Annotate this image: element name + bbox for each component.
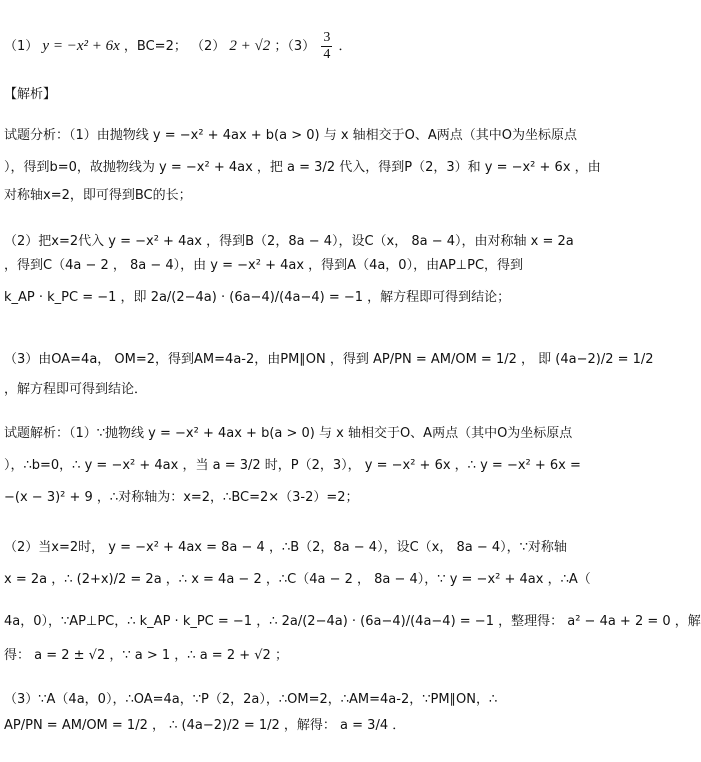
answer-part3-label: ；（3） bbox=[274, 39, 316, 54]
solution-line-4: （2）当x=2时， y = −x² + 4ax = 8a − 4 ，∴B（2，8a − 4），设C（x， 8a − 4），∵对称轴 bbox=[4, 540, 567, 555]
answer-end: ． bbox=[338, 39, 352, 54]
analysis-heading: 【解析】 bbox=[4, 87, 57, 102]
solution-line-5: x = 2a ，∴ (2+x)/2 = 2a ，∴ x = 4a − 2 ，∴C（4a − 2 ， 8a − 4），∵ y = −x² + 4ax ，∴A（ bbox=[4, 572, 591, 587]
fraction-numerator: 3 bbox=[323, 30, 331, 45]
answer-bc-value: ，BC=2； bbox=[123, 39, 187, 54]
answer-part1-equation: y = −x² + 6x bbox=[42, 38, 120, 54]
solution-line-2: ），∴b=0，∴ y = −x² + 4ax ，当 a = 3/2 时，P（2，3）， y = −x² + 6x ，∴ y = −x² + 6x = bbox=[4, 458, 581, 473]
solution-line-6: 4a，0），∵AP⊥PC，∴ k_AP · k_PC = −1 ，∴ 2a/(2−4a) · (6a−4)/(4a−4) = −1 ，整理得： a² − 4a + 2 = 0 ，解 bbox=[4, 614, 701, 629]
analysis-line-4: （2）把x=2代入 y = −x² + 4ax ，得到B（2，8a − 4），设C（x， 8a − 4），由对称轴 x = 2a bbox=[4, 234, 574, 249]
analysis-line-8: ，解方程即可得到结论． bbox=[4, 382, 148, 397]
solution-line-9: AP/PN = AM/OM = 1/2 ， ∴ (4a−2)/2 = 1/2 ，解得： a = 3/4 ． bbox=[4, 718, 406, 733]
answer-part2-value: 2 + √2 bbox=[229, 38, 271, 54]
fraction-denominator: 4 bbox=[323, 47, 331, 62]
analysis-line-5: ，得到C（4a − 2 ， 8a − 4），由 y = −x² + 4ax ，得到A（4a，0），由AP⊥PC，得到 bbox=[4, 258, 524, 273]
analysis-line-6: k_AP · k_PC = −1 ，即 2a/(2−4a) · (6a−4)/(4a−4) = −1 ，解方程即可得到结论； bbox=[4, 290, 511, 305]
solution-line-1: 试题解析：（1）∵抛物线 y = −x² + 4ax + b(a > 0) 与 x 轴相交于O、A两点（其中O为坐标原点 bbox=[4, 426, 573, 441]
answer-part1-label: （1） bbox=[4, 39, 39, 54]
solution-line-8: （3）∵A（4a，0），∴OA=4a，∵P（2，2a），∴OM=2，∴AM=4a-2，∵PM∥ON，∴ bbox=[4, 692, 498, 707]
solution-line-3: −(x − 3)² + 9 ，∴对称轴为：x=2，∴BC=2×（3-2）=2； bbox=[4, 490, 359, 505]
analysis-line-7: （3）由OA=4a， OM=2，得到AM=4a-2，由PM∥ON ，得到 AP/PN = AM/OM = 1/2 ， 即 (4a−2)/2 = 1/2 bbox=[4, 352, 654, 367]
answer-line bbox=[4, 30, 626, 63]
analysis-line-1: 试题分析：（1）由抛物线 y = −x² + 4ax + b(a > 0) 与 x 轴相交于O、A两点（其中O为坐标原点 bbox=[4, 128, 578, 143]
analysis-line-2: ），得到b=0，故抛物线为 y = −x² + 4ax ，把 a = 3/2 代入，得到P（2，3）和 y = −x² + 6x ，由 bbox=[4, 160, 601, 175]
analysis-line-3: 对称轴x=2，即可得到BC的长； bbox=[4, 188, 192, 203]
solution-line-7: 得： a = 2 ± √2 ，∵ a > 1 ，∴ a = 2 + √2 ； bbox=[4, 648, 288, 663]
answer-part3-fraction bbox=[321, 30, 332, 63]
answer-part2-label: （2） bbox=[190, 39, 226, 54]
